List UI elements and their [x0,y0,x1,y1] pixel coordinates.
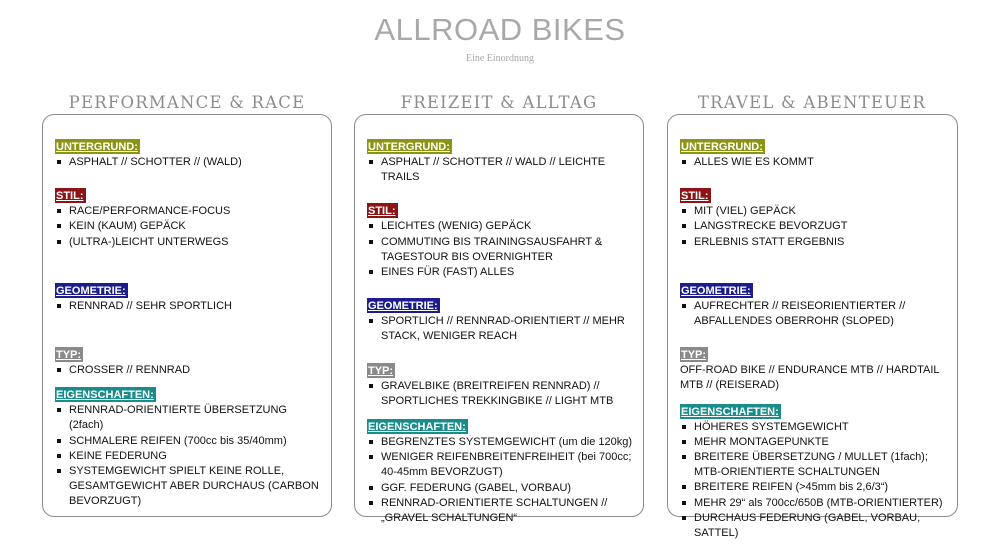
list-item: ERLEBNIS STATT ERGEBNIS [680,235,947,250]
section-eigenschaften [367,417,633,526]
list-item: HÖHERES SYSTEMGEWICHT [680,420,947,435]
page-title: ALLROAD BIKES [374,12,626,47]
list-item: MEHR 29“ als 700cc/650B (MTB-ORIENTIERTER) [680,496,947,511]
list-item: ASPHALT // SCHOTTER // (WALD) [55,155,321,170]
label-untergrund: UNTERGRUND: [368,141,450,153]
card-performance [42,114,332,517]
list-item: DURCHAUS FEDERUNG (GABEL, VORBAU, SATTEL) [680,511,947,541]
list-item: GGF. FEDERUNG (GABEL, VORBAU) [367,481,633,496]
label-eigenschaften: EIGENSCHAFTEN: [368,421,466,434]
card-travel [667,114,958,540]
list-item: BREITERE ÜBERSETZUNG / MULLET (1fach); MTB-ORIENTIERTE SCHALTUNGEN [680,450,947,480]
list-item: RACE/PERFORMANCE-FOCUS [55,204,321,219]
list-item: MIT (VIEL) GEPÄCK [680,204,947,219]
list-item: MEHR MONTAGEPUNKTE [680,435,947,450]
section-geometrie [55,281,321,314]
list-item: BEGRENZTES SYSTEMGEWICHT (um die 120kg) [367,435,633,450]
list-item: RENNRAD-ORIENTIERTE ÜBERSETZUNG (2fach) [55,403,321,433]
label-geometrie: GEOMETRIE: [56,284,126,297]
section-geometrie [680,281,947,329]
label-geometrie: GEOMETRIE: [681,284,751,297]
list-item: KEINE FEDERUNG [55,449,321,464]
card-freizeit [354,114,644,525]
label-geometrie: GEOMETRIE: [368,300,438,313]
section-typ [367,361,633,409]
list-item: GRAVELBIKE (BREITREIFEN RENNRAD) // SPORTLICHES TREKKINGBIKE // LIGHT MTB [367,379,633,409]
typ-text: OFF-ROAD BIKE // ENDURANCE MTB // HARDTAIL MTB // (REISERAD) [680,364,940,392]
section-stil [55,186,321,250]
page-subtitle: Eine Einordnung [465,53,535,64]
list-item: RENNRAD-ORIENTIERTE SCHALTUNGEN // „GRAVEL SCHALTUNGEN“ [367,496,633,526]
list-item: CROSSER // RENNRAD [55,363,321,378]
label-untergrund: UNTERGRUND: [56,141,138,153]
list-item: KEIN (KAUM) GEPÄCK [55,219,321,234]
section-untergrund [367,137,633,185]
section-stil [680,186,947,250]
list-item: WENIGER REIFENBREITENFREIHEIT (bei 700cc; 40-45mm BEVORZUGT) [367,450,633,480]
section-typ [55,345,321,378]
section-geometrie [367,296,633,344]
column-heading-performance: PERFORMANCE & RACE [68,93,306,112]
section-typ [680,345,947,393]
label-typ: TYP: [681,349,707,362]
label-untergrund: UNTERGRUND: [681,141,763,153]
list-item: AUFRECHTER // REISEORIENTIERTER // ABFALLENDES OBERROHR (SLOPED) [680,299,947,329]
list-item: ALLES WIE ES KOMMT [680,155,947,170]
list-item: RENNRAD // SEHR SPORTLICH [55,299,321,314]
list-item: (ULTRA-)LEICHT UNTERWEGS [55,235,321,250]
label-eigenschaften: EIGENSCHAFTEN: [681,405,779,418]
list-item: ASPHALT // SCHOTTER // WALD // LEICHTE TRAILS [367,155,633,185]
list-item: COMMUTING BIS TRAININGSAUSFAHRT & TAGESTOUR BIS OVERNIGHTER [367,235,633,265]
label-stil: STIL: [681,190,709,203]
label-typ: TYP: [56,349,82,362]
list-item: BREITERE REIFEN (>45mm bis 2,6/3“) [680,480,947,495]
label-typ: TYP: [368,364,394,377]
label-stil: STIL: [368,205,396,218]
section-untergrund [55,137,321,170]
section-eigenschaften [55,385,321,509]
section-untergrund [680,137,947,170]
list-item: EINES FÜR (FAST) ALLES [367,265,633,280]
section-eigenschaften [680,402,947,542]
label-stil: STIL: [56,190,84,203]
list-item: SPORTLICH // RENNRAD-ORIENTIERT // MEHR STACK, WENIGER REACH [367,314,633,344]
list-item: SCHMALERE REIFEN (700cc bis 35/40mm) [55,434,321,449]
list-item: SYSTEMGEWICHT SPIELT KEINE ROLLE, GESAMTGEWICHT ABER DURCHAUS (CARBON BEVORZUGT) [55,464,321,510]
list-item: LANGSTRECKE BEVORZUGT [680,219,947,234]
section-stil [367,201,633,280]
label-eigenschaften: EIGENSCHAFTEN: [56,389,154,402]
column-heading-freizeit: FREIZEIT & ALLTAG [400,93,598,112]
column-heading-travel: TRAVEL & ABENTEUER [697,93,927,112]
list-item: LEICHTES (WENIG) GEPÄCK [367,219,633,234]
